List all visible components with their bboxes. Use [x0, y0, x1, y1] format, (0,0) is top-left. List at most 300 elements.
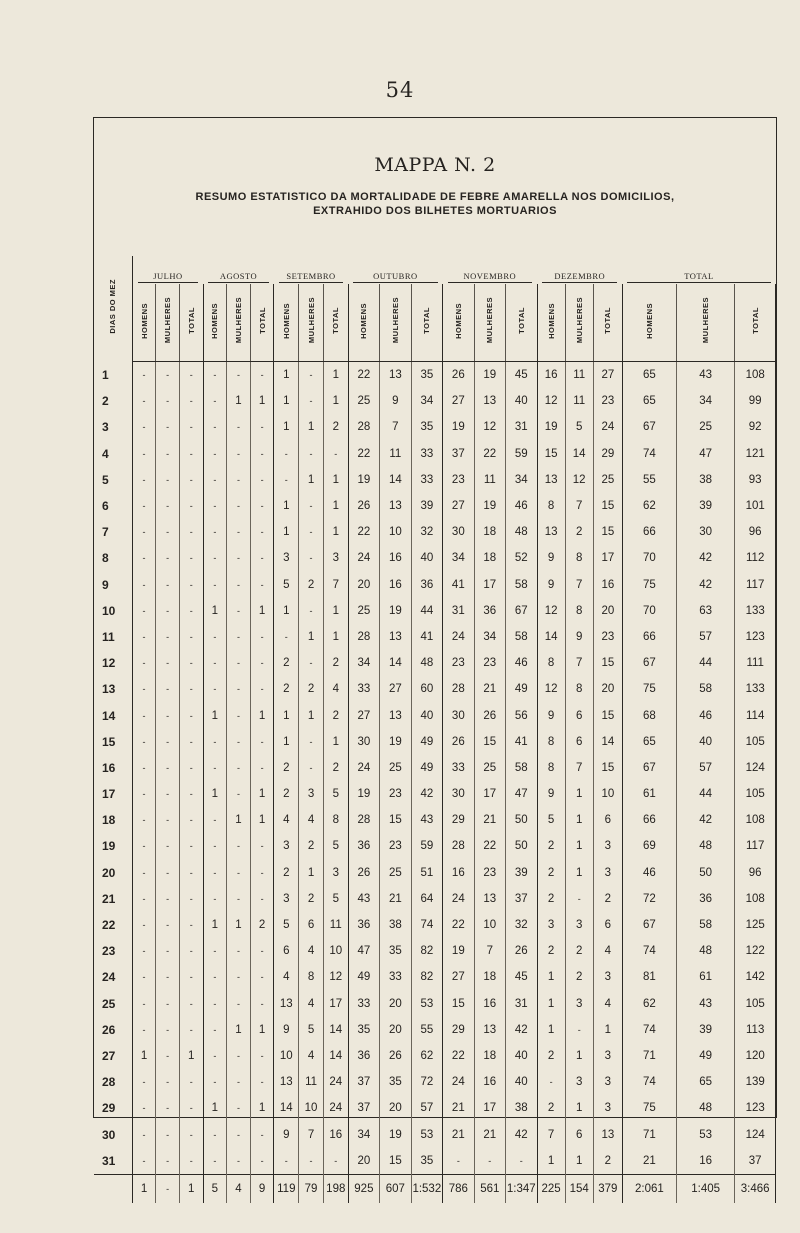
- value-cell: 108: [735, 886, 776, 912]
- table-row: [94, 624, 776, 650]
- value-cell: 8: [299, 964, 324, 990]
- value-cell: 6: [274, 938, 299, 964]
- value-cell: 8: [565, 598, 593, 624]
- value-cell: -: [250, 650, 274, 676]
- value-cell: -: [250, 886, 274, 912]
- value-cell: 22: [474, 833, 505, 859]
- value-cell: 15: [537, 441, 565, 467]
- value-cell: 28: [443, 833, 474, 859]
- value-cell: 71: [622, 1121, 676, 1147]
- value-cell: 74: [622, 938, 676, 964]
- value-cell: 2: [299, 676, 324, 702]
- month-header-row: [94, 256, 776, 284]
- sub-header-cell: [622, 284, 676, 362]
- subtitle-line-1: RESUMO ESTATISTICO DA MORTALIDADE DE FEBRE AMARELLA NOS DOMICILIOS,: [195, 191, 675, 203]
- value-cell: 2: [565, 964, 593, 990]
- value-cell: 3: [537, 912, 565, 938]
- value-cell: -: [227, 598, 251, 624]
- value-cell: 5: [323, 886, 348, 912]
- value-cell: 35: [411, 1148, 443, 1175]
- value-cell: 5: [274, 572, 299, 598]
- value-cell: 1: [274, 702, 299, 728]
- value-cell: 39: [411, 493, 443, 519]
- value-cell: -: [179, 833, 203, 859]
- value-cell: -: [132, 467, 156, 493]
- sub-header-label: TOTAL: [603, 307, 613, 334]
- value-cell: 2: [299, 572, 324, 598]
- value-cell: 1: [565, 1043, 593, 1069]
- value-cell: 4: [323, 676, 348, 702]
- value-cell: 14: [323, 1017, 348, 1043]
- value-cell: 3: [593, 833, 622, 859]
- value-cell: 21: [474, 676, 505, 702]
- value-cell: -: [227, 729, 251, 755]
- value-cell: 23: [443, 467, 474, 493]
- day-cell: 6: [94, 493, 132, 519]
- value-cell: 11: [565, 362, 593, 389]
- value-cell: 225: [537, 1174, 565, 1203]
- value-cell: 45: [506, 964, 538, 990]
- value-cell: 2: [593, 1148, 622, 1175]
- value-cell: 79: [299, 1174, 324, 1203]
- table-row: [94, 1148, 776, 1175]
- value-cell: 133: [735, 598, 776, 624]
- value-cell: 48: [676, 833, 734, 859]
- value-cell: 35: [380, 938, 411, 964]
- value-cell: -: [299, 362, 324, 389]
- value-cell: 26: [506, 938, 538, 964]
- value-cell: 67: [622, 650, 676, 676]
- value-cell: 59: [506, 441, 538, 467]
- value-cell: 12: [537, 676, 565, 702]
- value-cell: 2: [274, 755, 299, 781]
- day-cell: 17: [94, 781, 132, 807]
- value-cell: -: [156, 1095, 180, 1121]
- value-cell: -: [250, 676, 274, 702]
- value-cell: 9: [565, 624, 593, 650]
- value-cell: 42: [506, 1121, 538, 1147]
- value-cell: 33: [380, 964, 411, 990]
- value-cell: 55: [411, 1017, 443, 1043]
- value-cell: 4: [593, 991, 622, 1017]
- day-cell: 30: [94, 1121, 132, 1147]
- value-cell: 14: [380, 650, 411, 676]
- value-cell: 41: [443, 572, 474, 598]
- value-cell: 70: [622, 598, 676, 624]
- value-cell: -: [227, 833, 251, 859]
- value-cell: -: [227, 545, 251, 571]
- value-cell: 5: [565, 414, 593, 440]
- value-cell: 20: [593, 598, 622, 624]
- value-cell: 30: [443, 519, 474, 545]
- value-cell: 42: [506, 1017, 538, 1043]
- value-cell: 22: [348, 519, 379, 545]
- value-cell: 61: [676, 964, 734, 990]
- value-cell: 1: [323, 624, 348, 650]
- value-cell: 48: [411, 650, 443, 676]
- value-cell: 25: [348, 388, 379, 414]
- value-cell: 1: [250, 807, 274, 833]
- value-cell: 13: [593, 1121, 622, 1147]
- value-cell: 3: [593, 1043, 622, 1069]
- value-cell: 26: [443, 729, 474, 755]
- value-cell: -: [179, 781, 203, 807]
- value-cell: -: [203, 414, 227, 440]
- value-cell: 28: [348, 414, 379, 440]
- value-cell: 9: [537, 702, 565, 728]
- sub-header-label: HOMENS: [453, 302, 463, 339]
- value-cell: 65: [622, 362, 676, 389]
- value-cell: 9: [274, 1017, 299, 1043]
- value-cell: 5: [274, 912, 299, 938]
- value-cell: 23: [474, 650, 505, 676]
- value-cell: -: [203, 1121, 227, 1147]
- day-cell: 2: [94, 388, 132, 414]
- value-cell: -: [156, 676, 180, 702]
- value-cell: 2: [323, 702, 348, 728]
- value-cell: 11: [380, 441, 411, 467]
- value-cell: 139: [735, 1069, 776, 1095]
- value-cell: 3: [323, 860, 348, 886]
- value-cell: 19: [348, 467, 379, 493]
- value-cell: 1: [537, 991, 565, 1017]
- value-cell: -: [179, 545, 203, 571]
- value-cell: 44: [676, 781, 734, 807]
- value-cell: 1:405: [676, 1174, 734, 1203]
- value-cell: 64: [411, 886, 443, 912]
- value-cell: -: [506, 1148, 538, 1175]
- value-cell: -: [156, 886, 180, 912]
- value-cell: 16: [593, 572, 622, 598]
- value-cell: 1: [299, 467, 324, 493]
- title-block: [94, 118, 776, 256]
- value-cell: 10: [299, 1095, 324, 1121]
- value-cell: 13: [537, 519, 565, 545]
- value-cell: -: [227, 781, 251, 807]
- value-cell: -: [179, 572, 203, 598]
- value-cell: 1: [203, 1095, 227, 1121]
- value-cell: 4: [299, 991, 324, 1017]
- value-cell: 198: [323, 1174, 348, 1203]
- value-cell: 4: [299, 938, 324, 964]
- value-cell: 74: [622, 441, 676, 467]
- value-cell: 33: [443, 755, 474, 781]
- table-row: [94, 964, 776, 990]
- value-cell: 34: [474, 624, 505, 650]
- value-cell: 75: [622, 676, 676, 702]
- day-cell: 23: [94, 938, 132, 964]
- subtitle-line-2: EXTRAHIDO DOS BILHETES MORTUARIOS: [313, 205, 557, 217]
- value-cell: 40: [506, 388, 538, 414]
- value-cell: 925: [348, 1174, 379, 1203]
- month-header-total: [622, 256, 775, 284]
- value-cell: -: [156, 833, 180, 859]
- value-cell: 37: [443, 441, 474, 467]
- value-cell: 114: [735, 702, 776, 728]
- sub-header-label: TOTAL: [257, 307, 267, 334]
- value-cell: 19: [537, 414, 565, 440]
- sub-header-label: TOTAL: [331, 307, 341, 334]
- value-cell: -: [132, 781, 156, 807]
- value-cell: 46: [676, 702, 734, 728]
- value-cell: -: [203, 938, 227, 964]
- value-cell: 43: [676, 991, 734, 1017]
- value-cell: 3: [274, 545, 299, 571]
- value-cell: -: [203, 1148, 227, 1175]
- value-cell: 108: [735, 807, 776, 833]
- value-cell: 1: [203, 781, 227, 807]
- value-cell: 2: [323, 755, 348, 781]
- value-cell: 14: [593, 729, 622, 755]
- value-cell: 133: [735, 676, 776, 702]
- value-cell: 6: [593, 807, 622, 833]
- value-cell: -: [227, 493, 251, 519]
- value-cell: -: [250, 860, 274, 886]
- value-cell: 58: [506, 624, 538, 650]
- value-cell: -: [156, 1174, 180, 1203]
- value-cell: -: [179, 676, 203, 702]
- value-cell: -: [132, 833, 156, 859]
- value-cell: 3: [593, 1095, 622, 1121]
- value-cell: 561: [474, 1174, 505, 1203]
- value-cell: 49: [676, 1043, 734, 1069]
- table-row: [94, 598, 776, 624]
- value-cell: 6: [299, 912, 324, 938]
- value-cell: 112: [735, 545, 776, 571]
- value-cell: -: [299, 441, 324, 467]
- value-cell: 5: [323, 781, 348, 807]
- value-cell: 6: [565, 729, 593, 755]
- value-cell: -: [274, 624, 299, 650]
- value-cell: 24: [348, 545, 379, 571]
- value-cell: 3: [565, 991, 593, 1017]
- value-cell: -: [179, 414, 203, 440]
- value-cell: 25: [380, 755, 411, 781]
- sub-header-cell: [474, 284, 505, 362]
- value-cell: -: [299, 650, 324, 676]
- sub-header-cell: [179, 284, 203, 362]
- value-cell: 1: [274, 598, 299, 624]
- value-cell: -: [227, 755, 251, 781]
- table-row: [94, 807, 776, 833]
- day-cell: [94, 1174, 132, 1203]
- value-cell: 26: [380, 1043, 411, 1069]
- value-cell: 15: [380, 807, 411, 833]
- value-cell: 22: [443, 912, 474, 938]
- value-cell: 50: [676, 860, 734, 886]
- value-cell: 1:532: [411, 1174, 443, 1203]
- value-cell: -: [250, 572, 274, 598]
- statistics-table: [94, 256, 776, 1203]
- value-cell: 26: [443, 362, 474, 389]
- value-cell: -: [156, 493, 180, 519]
- value-cell: -: [156, 912, 180, 938]
- value-cell: 10: [274, 1043, 299, 1069]
- value-cell: 27: [443, 493, 474, 519]
- value-cell: 33: [348, 676, 379, 702]
- value-cell: -: [179, 964, 203, 990]
- value-cell: 26: [348, 493, 379, 519]
- value-cell: 1: [250, 1095, 274, 1121]
- value-cell: 16: [676, 1148, 734, 1175]
- value-cell: 14: [323, 1043, 348, 1069]
- value-cell: 38: [676, 467, 734, 493]
- value-cell: 11: [474, 467, 505, 493]
- value-cell: 13: [380, 362, 411, 389]
- value-cell: 37: [348, 1069, 379, 1095]
- value-cell: 22: [443, 1043, 474, 1069]
- value-cell: 9: [537, 545, 565, 571]
- value-cell: 10: [474, 912, 505, 938]
- value-cell: -: [227, 362, 251, 389]
- value-cell: -: [132, 912, 156, 938]
- day-cell: 9: [94, 572, 132, 598]
- value-cell: 1: [299, 414, 324, 440]
- value-cell: 12: [323, 964, 348, 990]
- day-cell: 29: [94, 1095, 132, 1121]
- value-cell: 1: [227, 1017, 251, 1043]
- value-cell: 1: [299, 702, 324, 728]
- value-cell: 74: [622, 1017, 676, 1043]
- value-cell: 33: [411, 441, 443, 467]
- value-cell: 124: [735, 1121, 776, 1147]
- sub-header-row: [94, 284, 776, 362]
- value-cell: -: [250, 624, 274, 650]
- month-label: JULHO: [138, 257, 198, 283]
- value-cell: 10: [593, 781, 622, 807]
- value-cell: -: [203, 860, 227, 886]
- value-cell: 33: [348, 991, 379, 1017]
- value-cell: -: [203, 991, 227, 1017]
- value-cell: -: [203, 886, 227, 912]
- value-cell: 1: [250, 598, 274, 624]
- value-cell: 11: [299, 1069, 324, 1095]
- value-cell: 35: [411, 362, 443, 389]
- month-header-september: [274, 256, 348, 284]
- value-cell: 16: [323, 1121, 348, 1147]
- value-cell: 42: [411, 781, 443, 807]
- value-cell: 21: [474, 1121, 505, 1147]
- value-cell: 27: [593, 362, 622, 389]
- value-cell: -: [299, 493, 324, 519]
- value-cell: 37: [735, 1148, 776, 1175]
- value-cell: 34: [443, 545, 474, 571]
- day-cell: 25: [94, 991, 132, 1017]
- value-cell: 96: [735, 860, 776, 886]
- value-cell: 44: [676, 650, 734, 676]
- value-cell: -: [132, 1017, 156, 1043]
- value-cell: 42: [676, 545, 734, 571]
- value-cell: 72: [622, 886, 676, 912]
- value-cell: -: [179, 860, 203, 886]
- value-cell: -: [156, 1069, 180, 1095]
- value-cell: -: [156, 624, 180, 650]
- value-cell: -: [156, 1148, 180, 1175]
- value-cell: 24: [443, 1069, 474, 1095]
- table-row: [94, 519, 776, 545]
- value-cell: 24: [323, 1069, 348, 1095]
- value-cell: 62: [411, 1043, 443, 1069]
- value-cell: -: [299, 598, 324, 624]
- value-cell: 29: [593, 441, 622, 467]
- value-cell: 48: [506, 519, 538, 545]
- value-cell: 71: [622, 1043, 676, 1069]
- value-cell: -: [156, 388, 180, 414]
- value-cell: 67: [622, 414, 676, 440]
- value-cell: -: [299, 519, 324, 545]
- value-cell: -: [227, 624, 251, 650]
- value-cell: -: [132, 362, 156, 389]
- value-cell: 1: [323, 493, 348, 519]
- value-cell: -: [274, 1148, 299, 1175]
- value-cell: 23: [380, 833, 411, 859]
- value-cell: -: [132, 676, 156, 702]
- value-cell: 34: [676, 388, 734, 414]
- value-cell: 20: [380, 991, 411, 1017]
- day-cell: 31: [94, 1148, 132, 1175]
- value-cell: 3: [565, 1069, 593, 1095]
- table-row: [94, 1095, 776, 1121]
- value-cell: 1: [203, 702, 227, 728]
- value-cell: -: [179, 362, 203, 389]
- value-cell: -: [227, 519, 251, 545]
- value-cell: -: [250, 1043, 274, 1069]
- value-cell: 11: [565, 388, 593, 414]
- value-cell: 1: [565, 1095, 593, 1121]
- value-cell: 108: [735, 362, 776, 389]
- value-cell: 13: [380, 493, 411, 519]
- value-cell: 67: [622, 755, 676, 781]
- table-row: [94, 755, 776, 781]
- value-cell: 1: [565, 1148, 593, 1175]
- value-cell: 27: [380, 676, 411, 702]
- value-cell: -: [227, 1095, 251, 1121]
- value-cell: 36: [676, 886, 734, 912]
- value-cell: -: [179, 912, 203, 938]
- value-cell: 34: [348, 1121, 379, 1147]
- value-cell: 4: [299, 807, 324, 833]
- value-cell: 49: [411, 755, 443, 781]
- value-cell: -: [179, 1095, 203, 1121]
- value-cell: -: [250, 467, 274, 493]
- table-row: [94, 388, 776, 414]
- value-cell: 1: [132, 1043, 156, 1069]
- value-cell: 41: [506, 729, 538, 755]
- day-cell: 18: [94, 807, 132, 833]
- day-cell: 4: [94, 441, 132, 467]
- value-cell: -: [179, 1121, 203, 1147]
- value-cell: 28: [348, 807, 379, 833]
- value-cell: 15: [593, 493, 622, 519]
- value-cell: 65: [622, 388, 676, 414]
- value-cell: 1: [323, 362, 348, 389]
- table-row: [94, 1069, 776, 1095]
- value-cell: -: [132, 1069, 156, 1095]
- value-cell: 74: [411, 912, 443, 938]
- value-cell: -: [179, 807, 203, 833]
- value-cell: -: [132, 414, 156, 440]
- value-cell: 17: [474, 781, 505, 807]
- month-header-july: [132, 256, 203, 284]
- value-cell: 25: [380, 860, 411, 886]
- value-cell: 17: [474, 572, 505, 598]
- table-row: [94, 650, 776, 676]
- value-cell: 1: [565, 860, 593, 886]
- value-cell: 46: [506, 650, 538, 676]
- value-cell: 30: [348, 729, 379, 755]
- value-cell: 52: [506, 545, 538, 571]
- sub-header-cell: [565, 284, 593, 362]
